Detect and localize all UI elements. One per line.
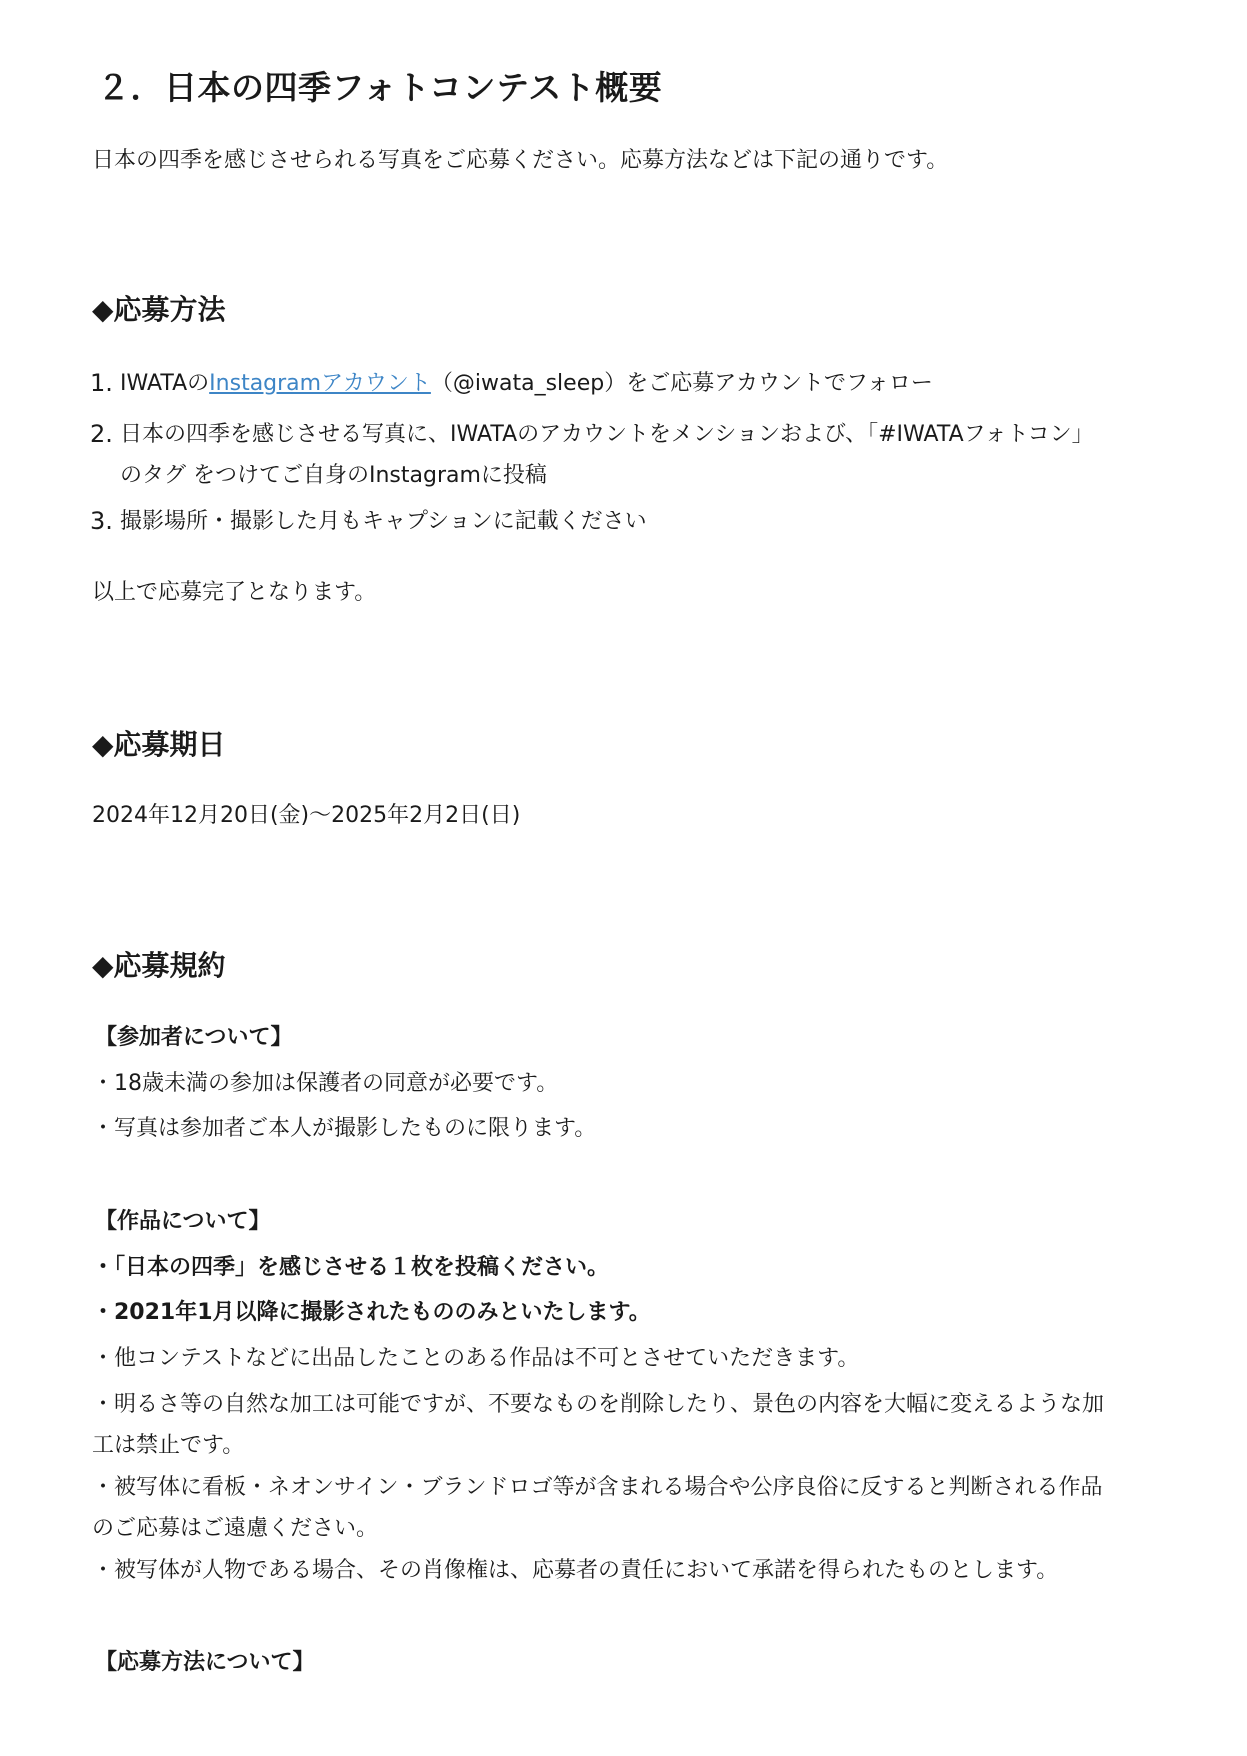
step-3-text: 撮影場所・撮影した月もキャプションに記載ください: [120, 509, 647, 534]
participants-heading: 【参加者について】: [95, 1025, 293, 1050]
works-item-6: ・被写体が人物である場合、その肖像権は、応募者の責任において承諾を得られたものとします。: [92, 1558, 1059, 1583]
step-number-2: 2.: [90, 420, 113, 448]
step-2-line-2: のタグ をつけてご自身のInstagramに投稿: [120, 463, 547, 488]
step-1-suffix: （@iwata_sleep）をご応募アカウントでフォロー: [430, 371, 933, 396]
deadline-heading: ◆応募期日: [92, 728, 226, 761]
method-heading: ◆応募方法: [92, 293, 226, 326]
works-item-3: ・他コンテストなどに出品したことのある作品は不可とさせていただきます。: [92, 1346, 860, 1371]
works-item-2: ・2021年1月以降に撮影されたもののみといたします。: [92, 1300, 651, 1325]
works-item-5-line-2: のご応募はご遠慮ください。: [92, 1516, 379, 1541]
step-number-1: 1.: [90, 369, 113, 397]
deadline-text: 2024年12月20日(金)〜2025年2月2日(日): [92, 803, 521, 828]
participants-item-1: ・18歳未満の参加は保護者の同意が必要です。: [92, 1071, 559, 1096]
step-2-line-1: 日本の四季を感じさせる写真に、IWATAのアカウントをメンションおよび、「#IWATAフォトコン」: [120, 422, 1094, 447]
instagram-account-link[interactable]: Instagramアカウント: [209, 371, 431, 396]
works-item-5-line-1: ・被写体に看板・ネオンサイン・ブランドロゴ等が含まれる場合や公序良俗に反すると判断される作品: [92, 1475, 1103, 1500]
works-item-4-line-1: ・明るさ等の自然な加工は可能ですが、不要なものを削除したり、景色の内容を大幅に変えるような加: [92, 1392, 1105, 1417]
intro-text: 日本の四季を感じさせられる写真をご応募ください。応募方法などは下記の通りです。: [92, 148, 949, 173]
works-heading: 【作品について】: [95, 1209, 271, 1234]
method-complete-text: 以上で応募完了となります。: [92, 580, 377, 605]
method-about-heading: 【応募方法について】: [95, 1650, 315, 1675]
page-title: ２．日本の四季フォトコンテスト概要: [97, 68, 663, 107]
terms-heading: ◆応募規約: [92, 949, 226, 982]
step-1-text: [120, 369, 933, 399]
works-item-4-line-2: 工は禁止です。: [92, 1433, 245, 1458]
participants-item-2: ・写真は参加者ご本人が撮影したものに限ります。: [92, 1116, 597, 1141]
works-item-1: ・「日本の四季」を感じさせる１枚を投稿ください。: [92, 1255, 610, 1280]
step-number-3: 3.: [90, 507, 113, 535]
step-1-prefix: IWATAの: [120, 371, 210, 396]
